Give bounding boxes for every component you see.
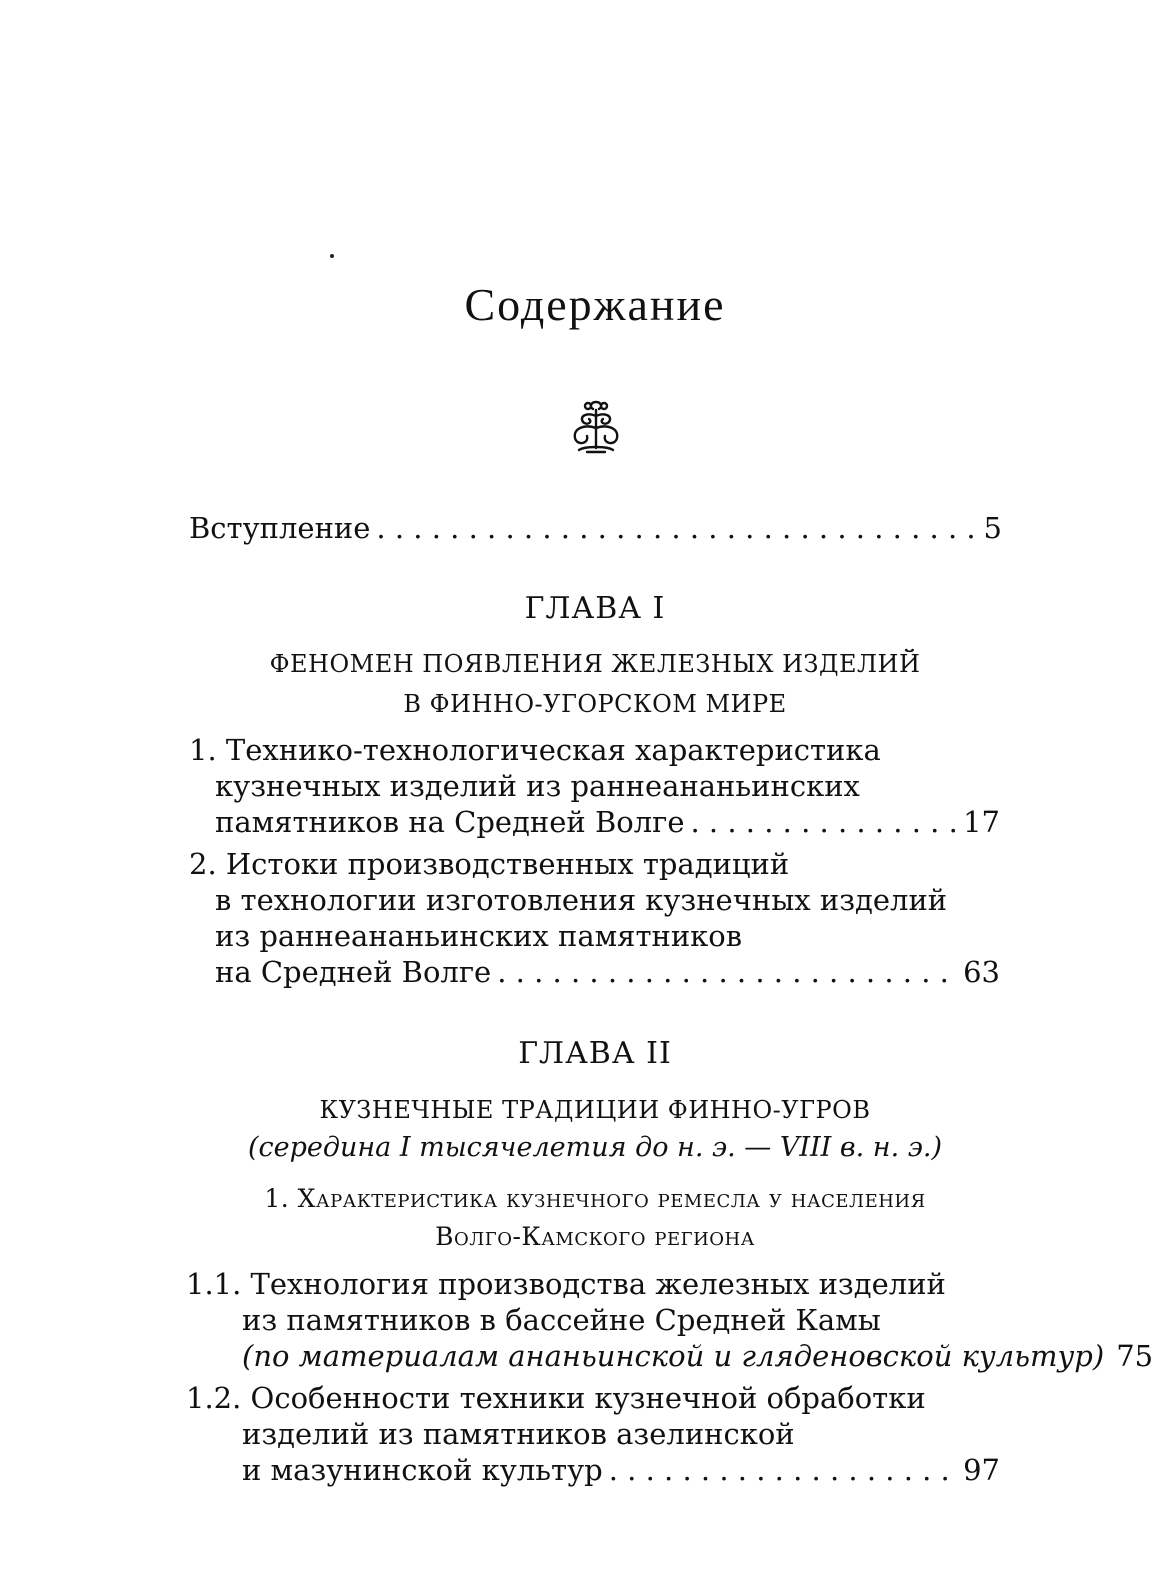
chapter-2-heading: ГЛАВА II xyxy=(518,1036,672,1071)
dot-leader xyxy=(376,514,977,543)
toc-entry-1-last[interactable] xyxy=(215,805,1000,839)
toc-entry-label: на Средней Волге xyxy=(215,955,492,989)
chapter-2-subtitle-line2: (середина I тысячелетия до н. э. — VIII в. н. э.) xyxy=(247,1132,942,1163)
print-speck xyxy=(330,254,334,258)
toc-entry-1-1-line2[interactable]: из памятников в бассейне Средней Камы xyxy=(242,1303,881,1337)
toc-entry-2-last[interactable] xyxy=(215,955,1000,989)
toc-page-number: 97 xyxy=(963,1453,1000,1487)
toc-entry-1-2-last[interactable] xyxy=(242,1453,1000,1487)
toc-entry-label: памятников на Средней Волге xyxy=(215,805,685,839)
dot-leader xyxy=(497,958,957,987)
toc-entry-1-2-line2[interactable]: изделий из памятников азелинской xyxy=(242,1417,795,1451)
toc-page-number: 63 xyxy=(963,955,1000,989)
toc-entry-label: и мазунинской культур xyxy=(242,1453,603,1487)
chapter-2-subtitle-line1: КУЗНЕЧНЫЕ ТРАДИЦИИ ФИННО-УГРОВ xyxy=(319,1096,871,1124)
chapter-1-subtitle-line2: В ФИННО-УГОРСКОМ МИРЕ xyxy=(403,690,787,718)
toc-entry-label: Вступление xyxy=(189,511,371,545)
toc-page-number: 75 xyxy=(1116,1339,1154,1373)
chapter-1-heading: ГЛАВА I xyxy=(524,591,666,626)
page-title: Содержание xyxy=(464,279,726,330)
section-1-heading-line1[interactable]: 1. Характеристика кузнечного ремесла у населения xyxy=(264,1184,926,1213)
toc-entry-1-line1[interactable]: 1. Технико-технологическая характеристика xyxy=(189,733,881,767)
toc-entry-intro[interactable] xyxy=(189,511,1002,545)
dot-leader xyxy=(609,1456,957,1485)
toc-entry-2-line2[interactable]: в технологии изготовления кузнечных изделий xyxy=(215,883,948,917)
toc-entry-2-line1[interactable]: 2. Истоки производственных традиций xyxy=(189,847,790,881)
ornament-icon xyxy=(565,398,627,456)
toc-page-number: 17 xyxy=(963,805,1000,839)
toc-entry-1-1-line1[interactable]: 1.1. Технология производства железных изделий xyxy=(186,1267,946,1301)
dot-leader xyxy=(691,808,958,837)
toc-entry-2-line3[interactable]: из раннеананьинских памятников xyxy=(215,919,743,953)
toc-entry-1-line2[interactable]: кузнечных изделий из раннеананьинских xyxy=(215,769,860,803)
toc-entry-1-1-last[interactable] xyxy=(242,1339,1154,1373)
section-1-heading-line2[interactable]: Волго-Камского региона xyxy=(435,1222,755,1251)
toc-entry-1-2-line1[interactable]: 1.2. Особенности техники кузнечной обработки xyxy=(186,1381,926,1415)
chapter-1-subtitle-line1: ФЕНОМЕН ПОЯВЛЕНИЯ ЖЕЛЕЗНЫХ ИЗДЕЛИЙ xyxy=(269,650,921,678)
toc-page-number: 5 xyxy=(983,511,1002,545)
toc-entry-label: (по материалам ананьинской и гляденовской культур) xyxy=(242,1339,1105,1373)
